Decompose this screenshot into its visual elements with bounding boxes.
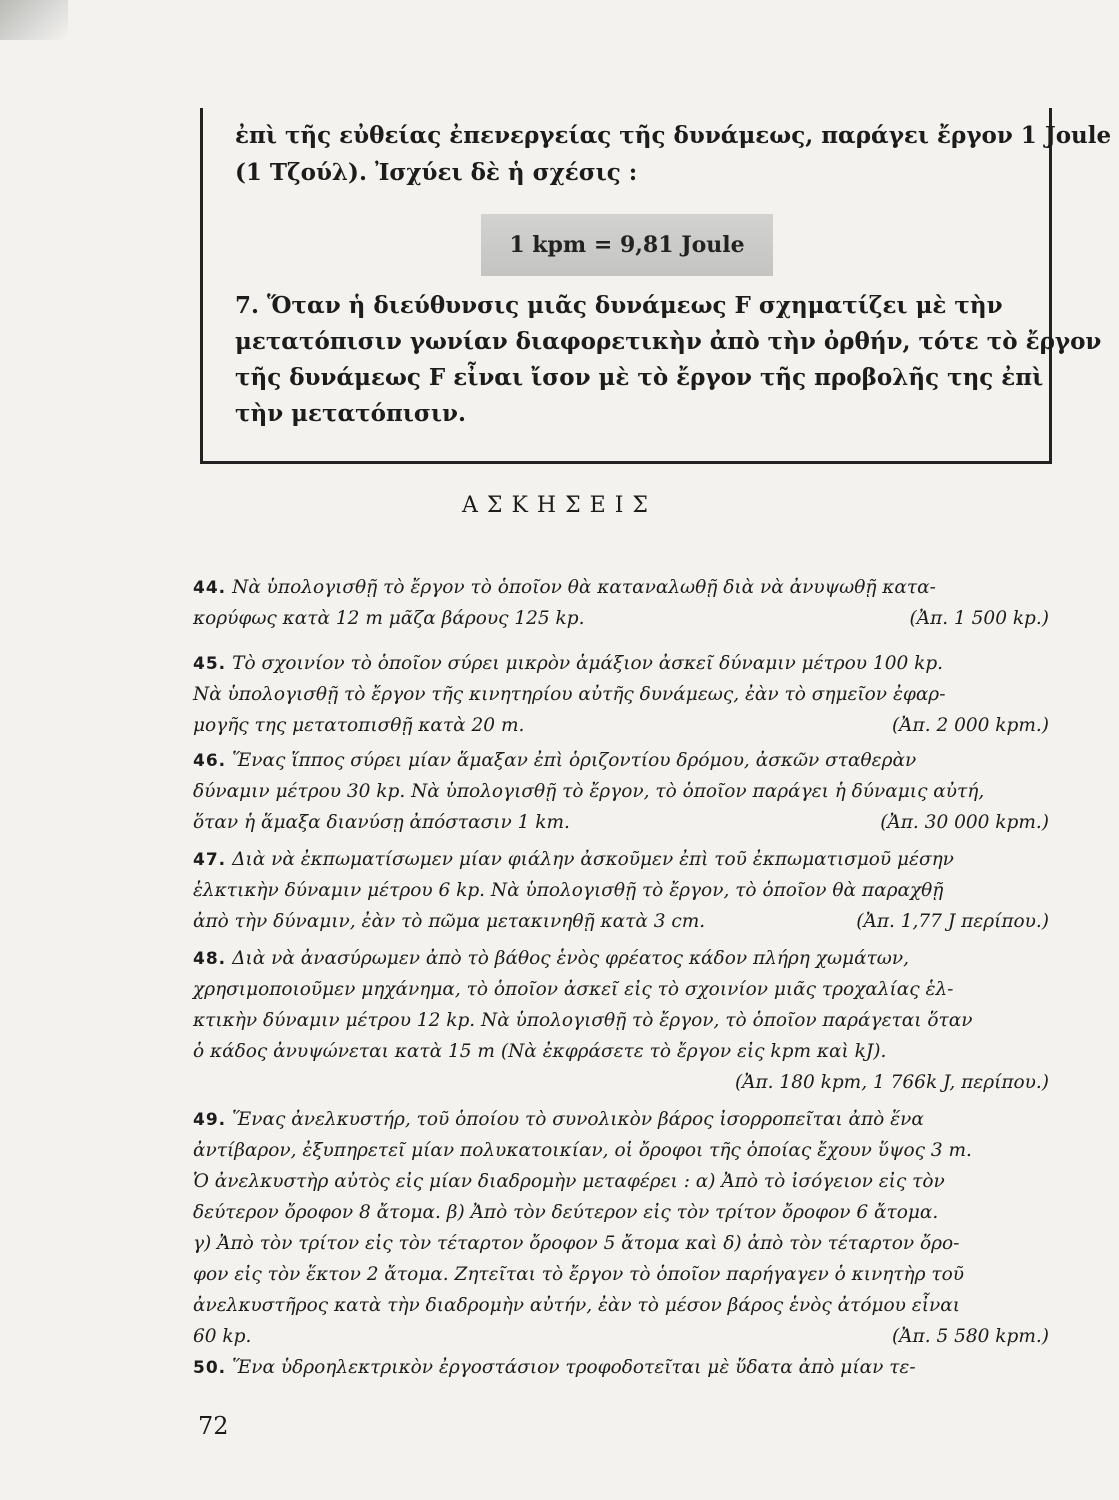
exercise-number: 46. [193, 751, 227, 771]
exercise-answer: (Ἀπ. 1 500 kp.) [909, 608, 1049, 629]
exercise-number: 47. [193, 850, 227, 870]
exercise-line: δύναμιν μέτρου 30 kp. Νὰ ὑπολογισθῇ τὸ ἔργον, τὸ ὁποῖον παράγει ἡ δύναμις αὐτή, [193, 781, 985, 802]
exercise-line: γ) Ἀπὸ τὸν τρίτον εἰς τὸν τέταρτον ὄροφον 5 ἄτομα καὶ δ) ἀπὸ τὸν τέταρτον ὄρο- [193, 1233, 960, 1254]
exercise-number: 48. [193, 949, 227, 969]
exercise-line: 60 kp. [193, 1326, 252, 1347]
exercise-line: ὁ κάδος ἀνυψώνεται κατὰ 15 m (Νὰ ἐκφράσετε τὸ ἔργον εἰς kpm καὶ kJ). [193, 1041, 887, 1062]
formula-highlight: 1 kpm = 9,81 Joule [481, 214, 773, 276]
page-number: 72 [198, 1412, 229, 1440]
exercise-line: ἀπὸ τὴν δύναμιν, ἐὰν τὸ πῶμα μετακινηθῇ κατὰ 3 cm. [193, 911, 706, 932]
exercise-number: 45. [193, 654, 227, 674]
exercise-number: 44. [193, 578, 227, 598]
exercise-line: Νὰ ὑπολογισθῇ τὸ ἔργον τῆς κινητηρίου αὐτῆς δυνάμεως, ἐὰν τὸ σημεῖον ἐφαρ- [193, 684, 946, 705]
box-line: τὴν μετατόπισιν. [235, 400, 466, 427]
exercise-48 [193, 943, 1049, 1098]
exercise-number: 50. [193, 1358, 227, 1378]
exercise-line: φον εἰς τὸν ἕκτον 2 ἄτομα. Ζητεῖται τὸ ἔργον τὸ ὁποῖον παρήγαγεν ὁ κινητὴρ τοῦ [193, 1264, 964, 1285]
box-line: μετατόπισιν γωνίαν διαφορετικὴν ἀπὸ τὴν ὀρθήν, τότε τὸ ἔργον [235, 328, 1102, 355]
exercise-number: 49. [193, 1110, 227, 1130]
exercise-line: μογῆς της μετατοπισθῇ κατὰ 20 m. [193, 715, 525, 736]
box-line: (1 Τζούλ). Ἰσχύει δὲ ἡ σχέσις : [235, 159, 638, 186]
exercise-47 [193, 844, 1049, 937]
exercise-answer: (Ἀπ. 2 000 kpm.) [891, 715, 1049, 736]
exercise-line: Ὁ ἀνελκυστὴρ αὐτὸς εἰς μίαν διαδρομὴν μεταφέρει : α) Ἀπὸ τὸ ἰσόγειον εἰς τὸν [193, 1171, 945, 1192]
exercise-49 [193, 1104, 1049, 1352]
exercise-44 [193, 572, 1049, 634]
exercise-45 [193, 648, 1049, 741]
exercise-line: Νὰ ὑπολογισθῇ τὸ ἔργον τὸ ὁποῖον θὰ καταναλωθῇ διὰ νὰ ἀνυψωθῇ κατα- [232, 577, 936, 598]
exercise-answer: (Ἀπ. 180 kpm, 1 766k J, περίπου.) [734, 1072, 1049, 1093]
exercise-line: κορύφως κατὰ 12 m μᾶζα βάρους 125 kp. [193, 608, 585, 629]
box-line: τῆς δυνάμεως F εἶναι ἴσον μὲ τὸ ἔργον τῆς προβολῆς της ἐπὶ [235, 364, 1044, 391]
exercise-46 [193, 745, 1049, 838]
exercise-line: ἀνελκυστῆρος κατὰ τὴν διαδρομὴν αὐτήν, ἐὰν τὸ μέσον βάρος ἑνὸς ἀτόμου εἶναι [193, 1295, 960, 1316]
exercise-answer: (Ἀπ. 1,77 J περίπου.) [856, 911, 1049, 932]
exercise-line: Διὰ νὰ ἀνασύρωμεν ἀπὸ τὸ βάθος ἑνὸς φρέατος κάδον πλήρη χωμάτων, [232, 948, 910, 969]
box-line: ἐπὶ τῆς εὐθείας ἐπενεργείας τῆς δυνάμεως, παράγει ἔργον 1 Joule [235, 122, 1112, 149]
exercise-line: ὅταν ἡ ἅμαξα διανύσῃ ἀπόστασιν 1 km. [193, 812, 570, 833]
exercise-line: ἀντίβαρον, ἐξυπηρετεῖ μίαν πολυκατοικίαν, οἱ ὄροφοι τῆς ὁποίας ἔχουν ὕψος 3 m. [193, 1140, 972, 1161]
exercise-line: Ἕνας ἵππος σύρει μίαν ἅμαξαν ἐπὶ ὁριζοντίου δρόμου, ἀσκῶν σταθερὰν [232, 750, 917, 771]
box-line: 7. Ὅταν ἡ διεύθυνσις μιᾶς δυνάμεως F σχηματίζει μὲ τὴν [235, 292, 1003, 319]
exercise-line: δεύτερον ὄροφον 8 ἄτομα. β) Ἀπὸ τὸν δεύτερον εἰς τὸν τρίτον ὄροφον 6 ἄτομα. [193, 1202, 939, 1223]
exercise-line: κτικὴν δύναμιν μέτρου 12 kp. Νὰ ὑπολογισθῇ τὸ ἔργον, τὸ ὁποῖον παράγεται ὅταν [193, 1010, 973, 1031]
exercise-line: Διὰ νὰ ἐκπωματίσωμεν μίαν φιάλην ἀσκοῦμεν ἐπὶ τοῦ ἐκπωματισμοῦ μέσην [232, 849, 954, 870]
section-heading: ΑΣΚΗΣΕΙΣ [462, 493, 657, 518]
exercise-line: Τὸ σχοινίον τὸ ὁποῖον σύρει μικρὸν ἁμάξιον ἀσκεῖ δύναμιν μέτρου 100 kp. [232, 653, 944, 674]
exercise-line: Ἕνας ἀνελκυστήρ, τοῦ ὁποίου τὸ συνολικὸν βάρος ἰσορροπεῖται ἀπὸ ἕνα [232, 1109, 924, 1130]
exercise-50 [193, 1352, 1049, 1383]
exercise-line: Ἕνα ὑδροηλεκτρικὸν ἐργοστάσιον τροφοδοτεῖται μὲ ὕδατα ἀπὸ μίαν τε- [232, 1357, 916, 1378]
exercise-answer: (Ἀπ. 5 580 kpm.) [891, 1326, 1049, 1347]
exercise-line: ἑλκτικὴν δύναμιν μέτρου 6 kp. Νὰ ὑπολογισθῇ τὸ ἔργον, τὸ ὁποῖον θὰ παραχθῇ [193, 880, 944, 901]
exercise-line: χρησιμοποιοῦμεν μηχάνημα, τὸ ὁποῖον ἀσκεῖ εἰς τὸ σχοινίον μιᾶς τροχαλίας ἑλ- [193, 979, 954, 1000]
exercise-answer: (Ἀπ. 30 000 kpm.) [880, 812, 1049, 833]
scan-corner-mark [0, 0, 68, 40]
definition-box [200, 108, 1112, 464]
